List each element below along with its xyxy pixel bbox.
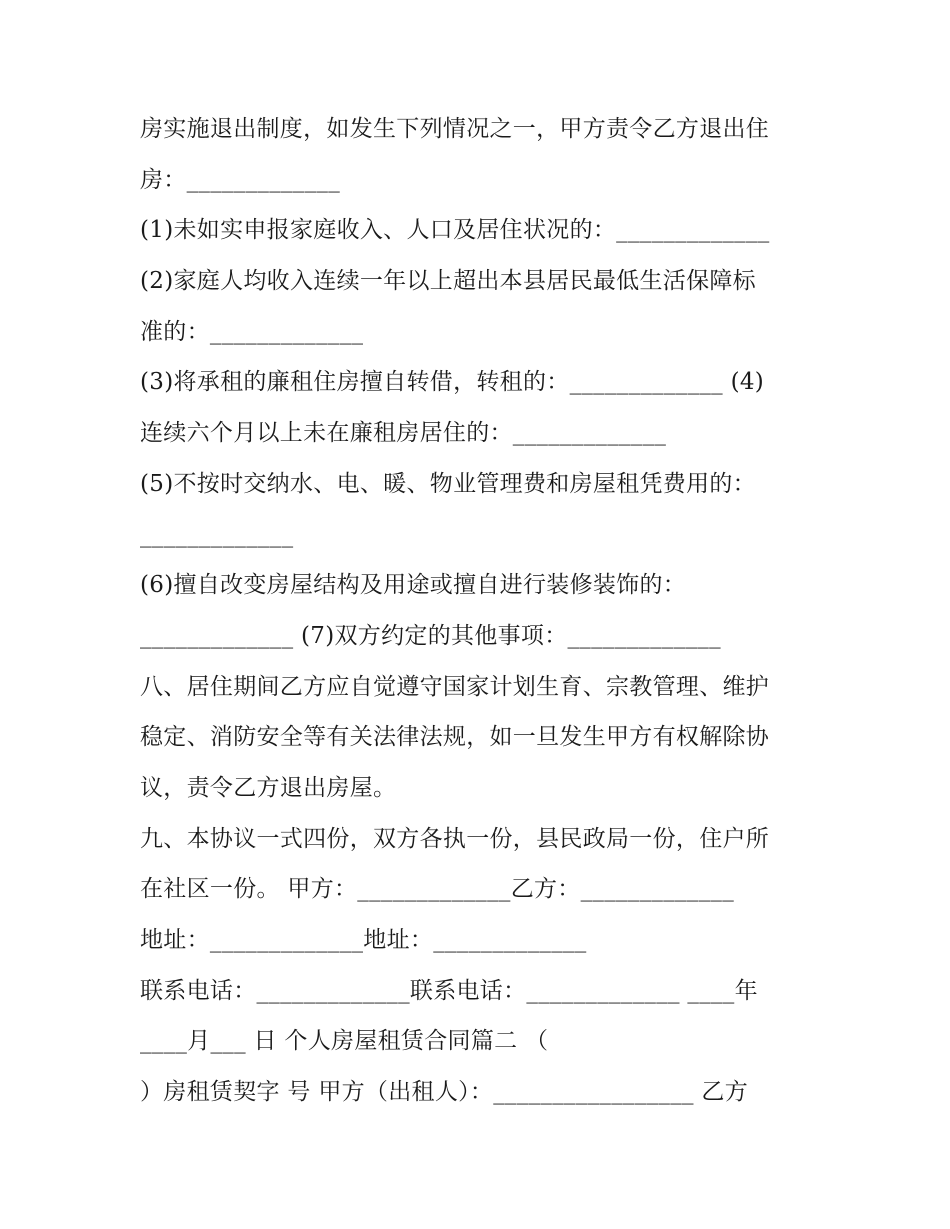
text-line: (2)家庭人均收入连续一年以上超出本县居民最低生活保障标	[140, 268, 756, 295]
text-line: 房：_____________	[140, 166, 340, 193]
text-line: 九、本协议一式四份，双方各执一份，县民政局一份，住户所	[140, 825, 770, 852]
text-line: 房实施退出制度，如发生下列情况之一，甲方责令乙方退出住	[140, 116, 770, 142]
text-line: 地址：_____________地址：_____________	[140, 927, 587, 953]
document-body	[140, 104, 820, 1118]
text-line: 联系电话：_____________联系电话：_____________ ____年	[140, 977, 758, 1004]
text-line: 议，责令乙方退出房屋。	[140, 774, 397, 801]
text-line: (5)不按时交纳水、电、暖、物业管理费和房屋租凭费用的：	[140, 470, 756, 497]
text-line: (6)擅自改变房屋结构及用途或擅自进行装修装饰的：	[140, 572, 687, 599]
text-line: 在社区一份。 甲方：_____________乙方：_____________	[140, 876, 735, 903]
text-line: 稳定、消防安全等有关法律法规，如一旦发生甲方有权解除协	[140, 724, 770, 751]
text-line: ）房租赁契字 号 甲方（出租人）：_________________ 乙方	[140, 1079, 749, 1106]
text-line: (3)将承租的廉租住房擅自转借，转租的：_____________ (4)	[140, 369, 765, 396]
text-line: _____________ (7)双方约定的其他事项：_____________	[140, 622, 721, 649]
text-line: ____月___ 日 个人房屋租赁合同篇二 （	[140, 1028, 549, 1055]
text-line: 连续六个月以上未在廉租房居住的：_____________	[140, 420, 667, 447]
text-line: 八、居住期间乙方应自觉遵守国家计划生育、宗教管理、维护	[140, 673, 770, 700]
text-line: (1)未如实申报家庭收入、人口及居住状况的：_____________	[140, 217, 770, 244]
text-line: _____________	[140, 521, 294, 548]
text-line: 准的：_____________	[140, 318, 364, 345]
